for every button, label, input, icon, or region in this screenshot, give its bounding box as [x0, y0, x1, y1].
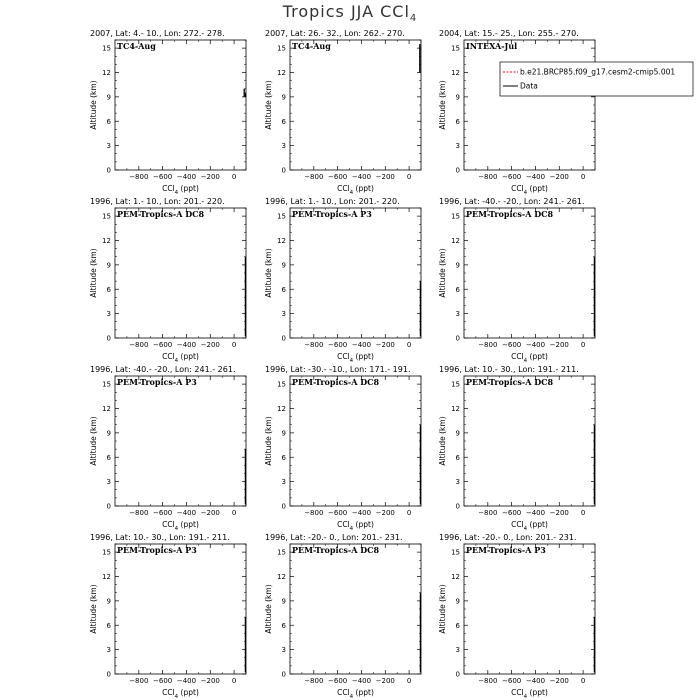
y-tick-label: 3	[455, 310, 460, 319]
campaign-label: TC4-Aug	[292, 41, 331, 51]
x-tick-label: 0	[580, 173, 586, 181]
x-tick-label: 0	[231, 509, 237, 517]
campaign-label: PEM-Tropics-A DC8	[292, 545, 380, 555]
x-tick-label: 0	[580, 509, 586, 517]
y-tick-label: 15	[277, 44, 286, 53]
y-tick-label: 0	[106, 334, 111, 343]
x-axis-label-main: CCl	[337, 184, 350, 193]
x-tick-label: −200	[200, 509, 220, 517]
y-tick-label: 0	[455, 334, 460, 343]
x-axis-label-unit: (ppt)	[178, 352, 199, 361]
plot-frame	[464, 208, 595, 338]
y-tick-label: 6	[281, 285, 286, 294]
panel-1	[89, 29, 246, 196]
x-axis-label-sub: 4	[523, 190, 528, 196]
x-axis-label-unit: (ppt)	[527, 184, 548, 193]
y-tick-label: 0	[281, 166, 286, 175]
panel-7	[89, 365, 246, 532]
panel-title: 1996, Lat: -40.- -20., Lon: 241.- 261.	[439, 197, 585, 206]
x-axis-label	[337, 688, 374, 700]
x-tick-label: −200	[200, 173, 220, 181]
x-axis-label-main: CCl	[162, 352, 175, 361]
y-tick-label: 6	[106, 453, 111, 462]
x-tick-label: −600	[502, 341, 522, 349]
panel-title: 1996, Lat: 10.- 30., Lon: 191.- 211.	[90, 533, 230, 542]
y-tick-label: 9	[281, 597, 286, 606]
y-tick-label: 9	[106, 429, 111, 438]
panel-12	[438, 533, 595, 700]
y-tick-label: 9	[455, 429, 460, 438]
y-tick-label: 0	[281, 670, 286, 679]
panel-2	[264, 29, 421, 196]
x-tick-label: −400	[525, 677, 546, 685]
x-axis-label	[511, 352, 548, 364]
panel-11	[264, 533, 421, 700]
x-axis-label	[337, 520, 374, 532]
y-tick-label: 12	[451, 237, 460, 245]
x-tick-label: −800	[478, 173, 498, 181]
x-tick-label: 0	[231, 173, 237, 181]
x-tick-label: 0	[231, 341, 237, 349]
y-tick-label: 9	[281, 429, 286, 438]
y-tick-label: 0	[106, 166, 111, 175]
y-tick-label: 9	[455, 597, 460, 606]
y-tick-label: 15	[102, 44, 111, 53]
x-tick-label: −600	[328, 509, 348, 517]
x-tick-label: −800	[129, 173, 149, 181]
x-axis-label	[511, 688, 548, 700]
y-tick-label: 3	[106, 310, 111, 319]
y-tick-label: 12	[451, 69, 460, 77]
x-axis-label	[162, 520, 199, 532]
x-tick-label: −200	[549, 509, 569, 517]
y-tick-label: 6	[106, 285, 111, 294]
y-tick-label: 9	[455, 93, 460, 102]
x-axis-label-unit: (ppt)	[353, 688, 374, 697]
y-tick-label: 6	[106, 621, 111, 630]
y-tick-label: 0	[455, 166, 460, 175]
x-tick-label: −800	[304, 173, 324, 181]
x-tick-label: −800	[304, 509, 324, 517]
y-axis-label: Altitude (km)	[89, 416, 98, 466]
panel-title: 2007, Lat: 4.- 10., Lon: 272.- 278.	[90, 29, 225, 38]
y-tick-label: 0	[455, 502, 460, 511]
legend	[500, 62, 693, 96]
x-tick-label: −400	[525, 341, 546, 349]
x-axis-label-main: CCl	[162, 688, 175, 697]
plot-frame	[115, 208, 246, 338]
x-tick-label: −200	[549, 341, 569, 349]
campaign-label: INTEXA-Jul	[466, 41, 518, 51]
x-tick-label: −800	[478, 677, 498, 685]
plot-frame	[464, 40, 595, 170]
x-tick-label: −200	[549, 173, 569, 181]
panel-title: 1996, Lat: 10.- 30., Lon: 191.- 211.	[439, 365, 579, 374]
x-tick-label: 0	[406, 341, 412, 349]
x-axis-label-sub: 4	[349, 526, 354, 532]
legend-entry: b.e21.BRCP85.f09_g17.cesm2-cmip5.001	[520, 67, 676, 77]
x-tick-label: −400	[525, 173, 546, 181]
y-tick-label: 15	[451, 212, 460, 221]
y-tick-label: 3	[106, 142, 111, 151]
x-tick-label: −200	[375, 173, 395, 181]
y-tick-label: 0	[455, 670, 460, 679]
plot-frame	[290, 544, 421, 674]
panel-6	[438, 197, 595, 364]
y-tick-label: 0	[106, 502, 111, 511]
x-axis-label-unit: (ppt)	[353, 352, 374, 361]
x-axis-label-unit: (ppt)	[353, 184, 374, 193]
y-axis-label: Altitude (km)	[264, 416, 273, 466]
plot-frame	[290, 376, 421, 506]
y-tick-label: 15	[277, 212, 286, 221]
panel-8	[264, 365, 421, 532]
x-axis-label-main: CCl	[337, 688, 350, 697]
x-tick-label: −400	[351, 173, 372, 181]
campaign-label: PEM-Tropics-A P3	[117, 377, 197, 387]
y-axis-label: Altitude (km)	[438, 584, 447, 634]
x-tick-label: −600	[153, 173, 173, 181]
x-tick-label: −200	[200, 341, 220, 349]
plot-frame	[290, 40, 421, 170]
panel-title: 1996, Lat: 1.- 10., Lon: 201.- 220.	[265, 197, 400, 206]
x-tick-label: −400	[351, 509, 372, 517]
panel-title: 2007, Lat: 26.- 32., Lon: 262.- 270.	[265, 29, 405, 38]
x-tick-label: −400	[176, 509, 197, 517]
campaign-label: PEM-Tropics-A P3	[292, 209, 372, 219]
legend-entry: Data	[520, 81, 538, 91]
x-axis-label	[511, 520, 548, 532]
x-axis-label	[162, 352, 199, 364]
x-tick-label: −600	[153, 341, 173, 349]
x-axis-label-sub: 4	[349, 358, 354, 364]
plot-frame	[464, 544, 595, 674]
y-tick-label: 15	[102, 380, 111, 389]
x-axis-label-sub: 4	[523, 526, 528, 532]
y-tick-label: 3	[455, 478, 460, 487]
x-tick-label: −600	[153, 677, 173, 685]
x-tick-label: −200	[375, 341, 395, 349]
x-tick-label: 0	[580, 677, 586, 685]
x-tick-label: −600	[502, 509, 522, 517]
x-axis-label-unit: (ppt)	[178, 520, 199, 529]
x-axis-label	[337, 184, 374, 196]
y-tick-label: 15	[277, 548, 286, 557]
x-tick-label: −400	[176, 173, 197, 181]
figure-title-text: Tropics JJA CCl	[282, 2, 410, 21]
y-tick-label: 12	[102, 573, 111, 581]
x-axis-label	[162, 688, 199, 700]
panel-title: 1996, Lat: -20.- 0., Lon: 201.- 231.	[439, 533, 577, 542]
y-axis-label: Altitude (km)	[264, 584, 273, 634]
y-tick-label: 12	[277, 237, 286, 245]
campaign-label: PEM-Tropics-A DC8	[466, 377, 554, 387]
y-tick-label: 3	[455, 646, 460, 655]
x-tick-label: −800	[304, 677, 324, 685]
figure-title-subscript: 4	[409, 13, 418, 25]
x-axis-label-main: CCl	[337, 352, 350, 361]
x-tick-label: −400	[525, 509, 546, 517]
panel-4	[89, 197, 246, 364]
x-tick-label: −600	[502, 677, 522, 685]
y-tick-label: 12	[451, 573, 460, 581]
x-tick-label: −200	[200, 677, 220, 685]
y-axis-label: Altitude (km)	[89, 80, 98, 130]
y-tick-label: 3	[106, 646, 111, 655]
x-tick-label: −400	[176, 677, 197, 685]
y-tick-label: 3	[281, 310, 286, 319]
x-tick-label: −800	[129, 509, 149, 517]
plot-frame	[115, 376, 246, 506]
x-tick-label: −800	[478, 341, 498, 349]
x-tick-label: −200	[375, 509, 395, 517]
y-tick-label: 9	[106, 597, 111, 606]
x-axis-label	[162, 184, 199, 196]
y-axis-label: Altitude (km)	[264, 80, 273, 130]
plot-frame	[115, 544, 246, 674]
x-tick-label: −400	[351, 341, 372, 349]
x-axis-label-unit: (ppt)	[178, 688, 199, 697]
x-axis-label-main: CCl	[511, 352, 524, 361]
y-tick-label: 12	[102, 405, 111, 413]
x-tick-label: −600	[328, 173, 348, 181]
y-tick-label: 15	[102, 548, 111, 557]
y-tick-label: 9	[281, 93, 286, 102]
y-axis-label: Altitude (km)	[438, 80, 447, 130]
y-tick-label: 12	[277, 405, 286, 413]
x-axis-label-sub: 4	[174, 358, 179, 364]
y-tick-label: 6	[281, 117, 286, 126]
y-tick-label: 12	[451, 405, 460, 413]
y-tick-label: 12	[102, 69, 111, 77]
y-tick-label: 6	[455, 285, 460, 294]
y-axis-label: Altitude (km)	[264, 248, 273, 298]
x-axis-label-sub: 4	[174, 190, 179, 196]
y-tick-label: 6	[455, 117, 460, 126]
x-axis-label-unit: (ppt)	[527, 688, 548, 697]
x-tick-label: 0	[231, 677, 237, 685]
y-tick-label: 12	[277, 573, 286, 581]
x-axis-label-unit: (ppt)	[527, 520, 548, 529]
x-tick-label: −600	[153, 509, 173, 517]
panel-10	[89, 533, 246, 700]
plot-frame	[464, 376, 595, 506]
y-tick-label: 15	[451, 380, 460, 389]
x-tick-label: −800	[129, 341, 149, 349]
y-tick-label: 12	[277, 69, 286, 77]
campaign-label: PEM-Tropics-A DC8	[466, 209, 554, 219]
panel-3	[438, 29, 693, 196]
x-axis-label	[337, 352, 374, 364]
x-tick-label: −200	[549, 677, 569, 685]
plot-frame	[290, 208, 421, 338]
y-tick-label: 3	[281, 646, 286, 655]
x-tick-label: 0	[406, 677, 412, 685]
panel-title: 2004, Lat: 15.- 25., Lon: 255.- 270.	[439, 29, 579, 38]
x-tick-label: 0	[406, 173, 412, 181]
y-tick-label: 15	[451, 44, 460, 53]
y-tick-label: 6	[455, 453, 460, 462]
panel-9	[438, 365, 595, 532]
panel-title: 1996, Lat: -40.- -20., Lon: 241.- 261.	[90, 365, 236, 374]
x-tick-label: −800	[129, 677, 149, 685]
x-tick-label: −600	[328, 677, 348, 685]
x-tick-label: −600	[328, 341, 348, 349]
x-axis-label-main: CCl	[337, 520, 350, 529]
y-axis-label: Altitude (km)	[89, 248, 98, 298]
y-tick-label: 3	[281, 142, 286, 151]
campaign-label: PEM-Tropics-A P3	[117, 545, 197, 555]
campaign-label: PEM-Tropics-A P3	[466, 545, 546, 555]
x-axis-label-sub: 4	[174, 526, 179, 532]
y-axis-label: Altitude (km)	[438, 248, 447, 298]
y-tick-label: 3	[455, 142, 460, 151]
x-axis-label-main: CCl	[511, 184, 524, 193]
x-tick-label: −200	[375, 677, 395, 685]
y-tick-label: 6	[281, 453, 286, 462]
x-tick-label: −800	[304, 341, 324, 349]
x-axis-label-sub: 4	[174, 694, 179, 700]
x-tick-label: 0	[406, 509, 412, 517]
x-tick-label: −400	[176, 341, 197, 349]
campaign-label: TC4-Aug	[117, 41, 156, 51]
y-tick-label: 3	[281, 478, 286, 487]
y-tick-label: 6	[106, 117, 111, 126]
y-tick-label: 0	[106, 670, 111, 679]
x-axis-label-sub: 4	[349, 190, 354, 196]
x-tick-label: 0	[580, 341, 586, 349]
y-tick-label: 6	[281, 621, 286, 630]
campaign-label: PEM-Tropics-A DC8	[117, 209, 205, 219]
x-tick-label: −800	[478, 509, 498, 517]
y-tick-label: 0	[281, 502, 286, 511]
y-tick-label: 9	[455, 261, 460, 270]
x-axis-label-sub: 4	[523, 694, 528, 700]
panel-5	[264, 197, 421, 364]
y-tick-label: 15	[451, 548, 460, 557]
y-axis-label: Altitude (km)	[89, 584, 98, 634]
x-axis-label-main: CCl	[511, 520, 524, 529]
x-axis-label-sub: 4	[523, 358, 528, 364]
y-tick-label: 0	[281, 334, 286, 343]
x-axis-label-sub: 4	[349, 694, 354, 700]
x-tick-label: −600	[502, 173, 522, 181]
x-axis-label-unit: (ppt)	[178, 184, 199, 193]
panel-title: 1996, Lat: -20.- 0., Lon: 201.- 231.	[265, 533, 403, 542]
y-tick-label: 3	[106, 478, 111, 487]
y-tick-label: 12	[102, 237, 111, 245]
x-axis-label	[511, 184, 548, 196]
x-tick-label: −400	[351, 677, 372, 685]
panel-title: 1996, Lat: 1.- 10., Lon: 201.- 220.	[90, 197, 225, 206]
y-tick-label: 6	[455, 621, 460, 630]
x-axis-label-main: CCl	[162, 184, 175, 193]
y-tick-label: 9	[106, 93, 111, 102]
y-tick-label: 15	[277, 380, 286, 389]
x-axis-label-main: CCl	[511, 688, 524, 697]
plot-frame	[115, 40, 246, 170]
x-axis-label-main: CCl	[162, 520, 175, 529]
x-axis-label-unit: (ppt)	[527, 352, 548, 361]
panel-title: 1996, Lat: -30.- -10., Lon: 171.- 191.	[265, 365, 411, 374]
campaign-label: PEM-Tropics-A DC8	[292, 377, 380, 387]
x-axis-label-unit: (ppt)	[353, 520, 374, 529]
y-axis-label: Altitude (km)	[438, 416, 447, 466]
y-tick-label: 9	[106, 261, 111, 270]
y-tick-label: 15	[102, 212, 111, 221]
y-tick-label: 9	[281, 261, 286, 270]
